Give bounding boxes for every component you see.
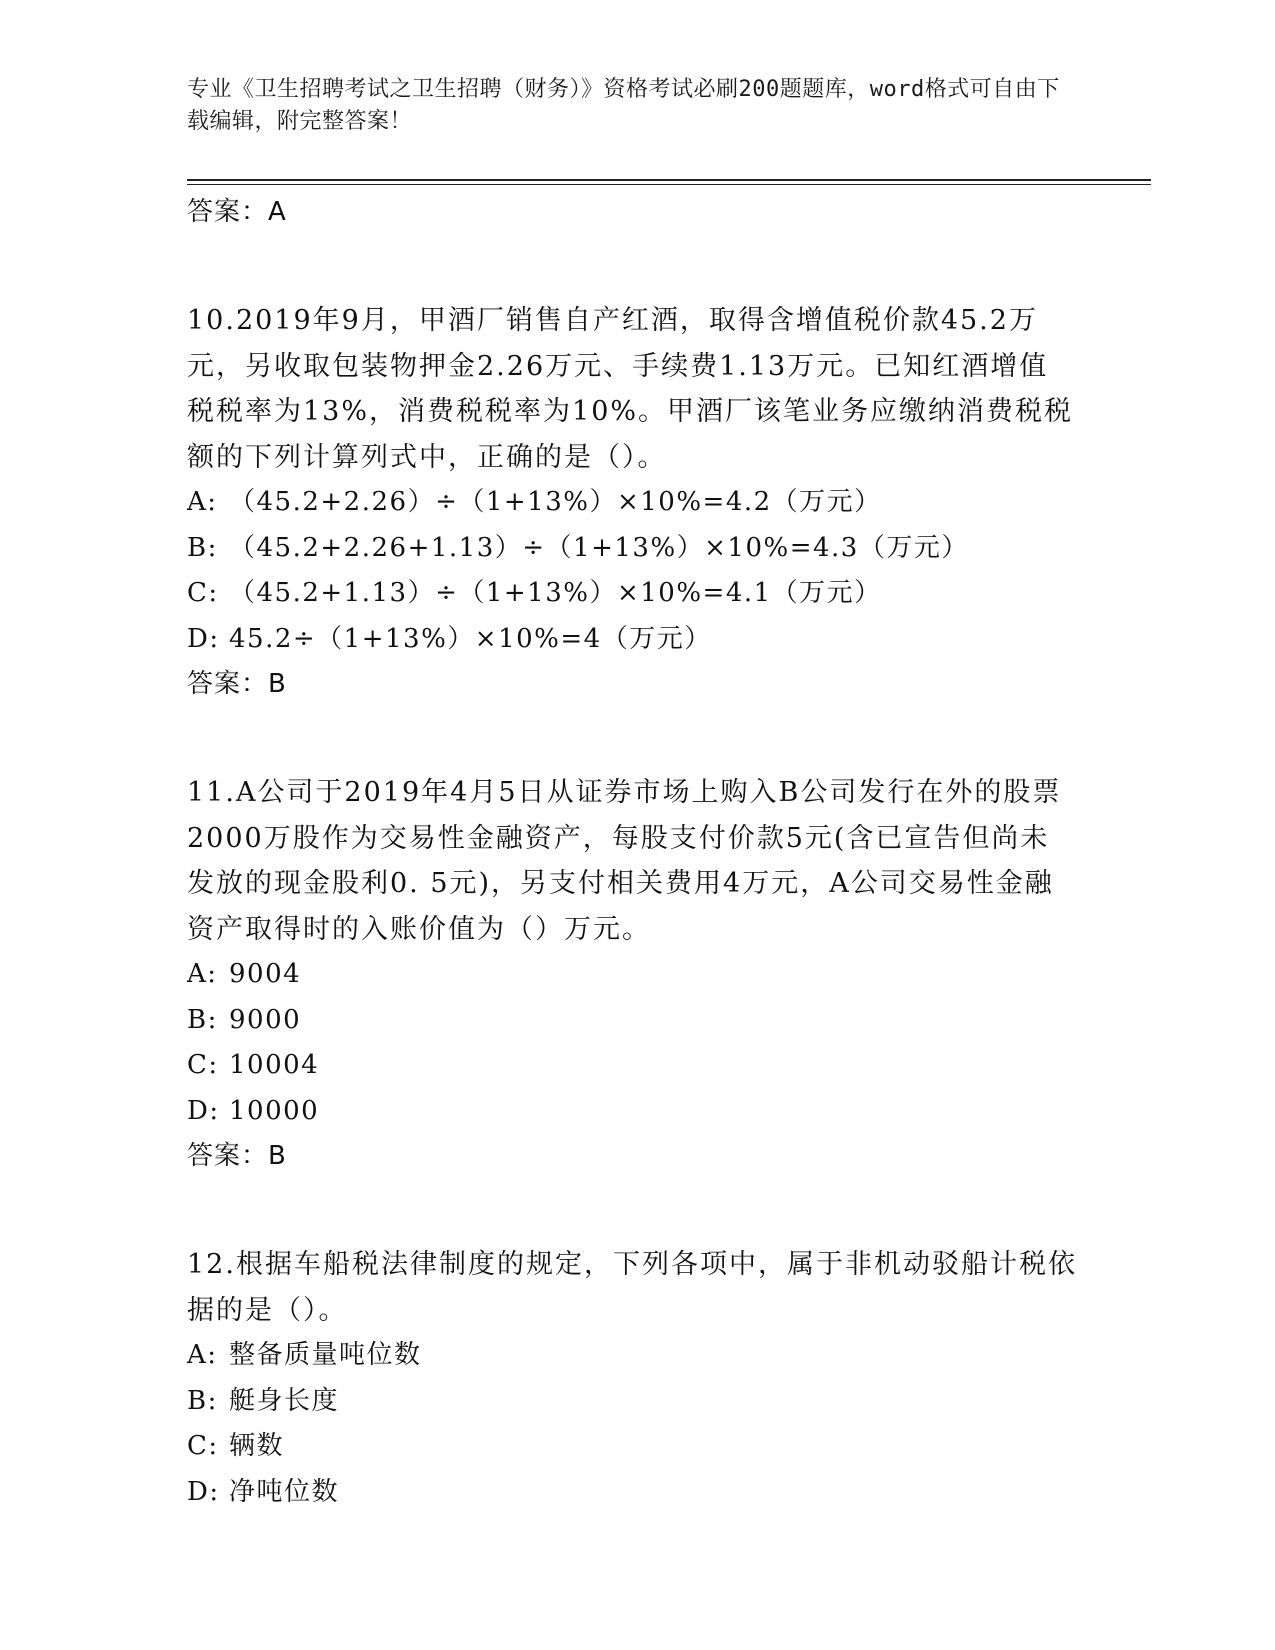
answer-line: 答案：B: [187, 669, 287, 699]
question-stem: 10.2019年9月，甲酒厂销售自产红酒，取得含增值税价款45.2万元，另收取包装物押金2.26万元、手续费1.13万元。已知红酒增值税税率为13%，消费税税率为10%。甲酒厂该笔业务应缴纳消费税税额的下列计算列式中，正确的是（）。: [187, 305, 1074, 473]
option-text: 整备质量吨位数: [229, 1340, 422, 1370]
option-text: 10000: [229, 1095, 320, 1126]
option-text: （45.2+2.26）÷（1+13%）×10%=4.2（万元）: [229, 487, 882, 517]
option-d: [187, 1470, 1087, 1516]
option-key: B:: [187, 532, 218, 563]
question-stem: 11.A公司于2019年4月5日从证券市场上购入B公司发行在外的股票2000万股作为交易性金融资产，每股支付价款5元(含已宣告但尚未发放的现金股利0. 5元)，另支付相关费用4万元，A公司交易性金融资产取得时的入账价值为（）万元。: [187, 777, 1062, 945]
option-c: [187, 571, 1087, 617]
question-stem: 12.根据车船税法律制度的规定，下列各项中，属于非机动驳船计税依据的是（）。: [187, 1249, 1077, 1326]
option-text: 9000: [229, 1004, 302, 1035]
option-key: A:: [187, 959, 218, 989]
option-key: C:: [187, 1050, 219, 1080]
page-header-text: 专业《卫生招聘考试之卫生招聘（财务）》资格考试必刷200题题库，word格式可自由下载编辑，附完整答案！: [187, 77, 1060, 134]
option-text: 艇身长度: [229, 1385, 340, 1416]
question-11: [187, 770, 1087, 1178]
option-b: [187, 998, 1087, 1044]
header-divider-thick: [187, 179, 1151, 181]
option-text: （45.2+2.26+1.13）÷（1+13%）×10%=4.3（万元）: [229, 532, 969, 563]
option-text: 10004: [229, 1050, 320, 1080]
option-b: [187, 1379, 1087, 1425]
option-text: 9004: [229, 959, 302, 989]
option-key: B:: [187, 1004, 218, 1035]
answer-line: 答案：A: [187, 197, 287, 227]
question-12: [187, 1242, 1087, 1515]
option-a: [187, 1333, 1087, 1379]
option-key: B:: [187, 1385, 218, 1416]
option-text: 45.2÷（1+13%）×10%=4（万元）: [229, 623, 712, 654]
option-d: [187, 1089, 1087, 1135]
option-key: D:: [187, 623, 220, 654]
header-divider-thin: [187, 184, 1151, 185]
option-c: [187, 1043, 1087, 1089]
option-c: [187, 1424, 1087, 1470]
option-text: 净吨位数: [229, 1476, 340, 1507]
question-10: [187, 298, 1087, 706]
option-key: D:: [187, 1476, 220, 1507]
option-text: （45.2+1.13）÷（1+13%）×10%=4.1（万元）: [229, 578, 882, 608]
option-d: [187, 617, 1087, 663]
document-body: [187, 190, 1087, 1515]
option-key: C:: [187, 578, 219, 608]
answer-line: 答案：B: [187, 1141, 287, 1171]
option-key: A:: [187, 487, 218, 517]
option-a: [187, 952, 1087, 998]
option-a: [187, 480, 1087, 526]
option-b: [187, 526, 1087, 572]
option-key: C:: [187, 1431, 219, 1461]
option-key: A:: [187, 1340, 218, 1370]
option-text: 辆数: [229, 1431, 285, 1461]
option-key: D:: [187, 1095, 220, 1126]
